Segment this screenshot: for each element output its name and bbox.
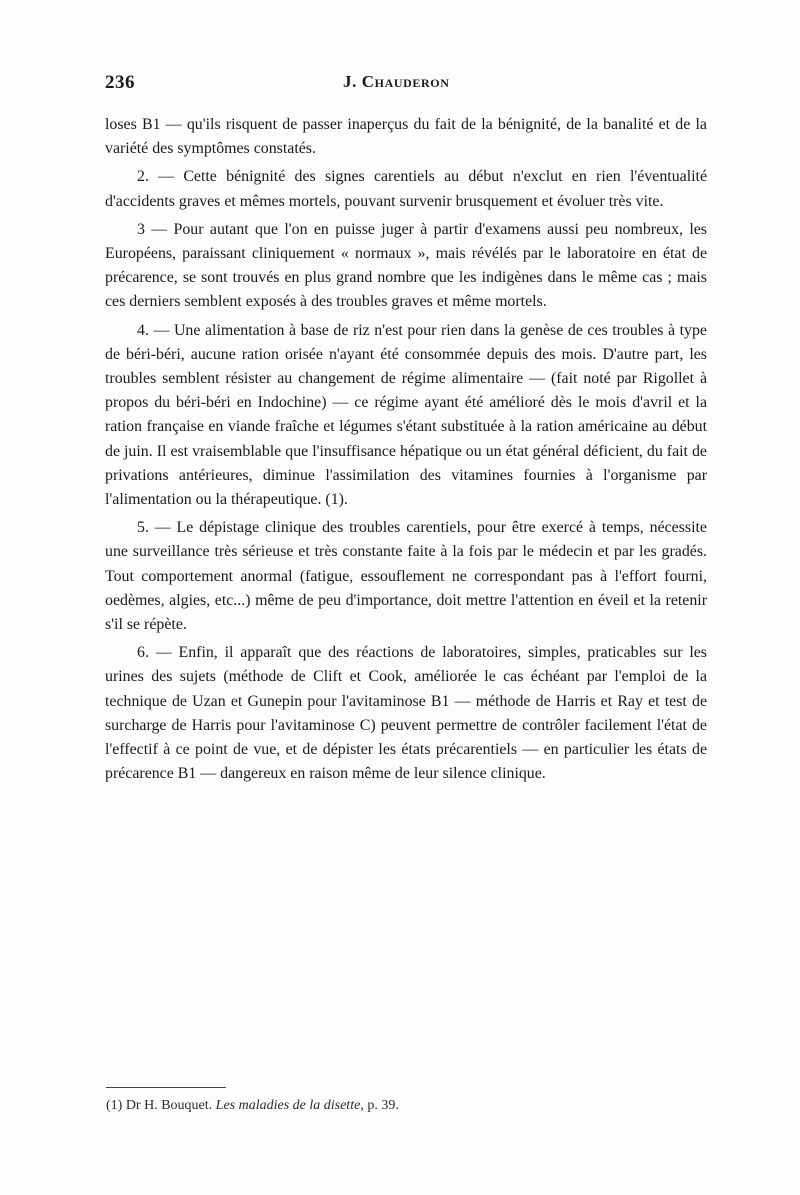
- footnote-title: Les maladies de la disette: [215, 1098, 361, 1113]
- body-text: [105, 113, 707, 790]
- footnote-divider: [106, 1087, 226, 1088]
- paragraph-point-4: 4. — Une alimentation à base de riz n'est pour rien dans la genèse de ces troubles à type de béri-béri, aucune ration orisée n'ayant été consommée depuis des mois. D'autre part, les troubles semblent résister au changement de régime alimentaire — (fait noté par Rigollet à propos du béri-béri en Indochine) — ce régime ayant été amélioré dès le mois d'avril et la ration française en viande fraîche et légumes s'étant substituée à la ration américaine au début de juin. Il est vraisemblable que l'insuffisance hépatique ou un état général déficient, du fait de privations antérieures, diminue l'assimilation des vitamines fournies à l'organisme par l'alimentation ou la thérapeutique. (1).: [105, 321, 707, 509]
- footnote-suffix: , p. 39.: [360, 1098, 399, 1113]
- paragraph-point-5: 5. — Le dépistage clinique des troubles carentiels, pour être exercé à temps, nécessite une surveillance très sérieuse et très constante faite à la fois par le médecin et par les gradés. Tout comportement anormal (fatigue, essouflement ne correspondant pas à l'effort fourni, oedèmes, algies, etc...) même de peu d'importance, doit mettre l'attention en éveil et la retenir s'il se répète.: [105, 519, 707, 634]
- paragraph-continuation: loses B1 — qu'ils risquent de passer inaperçus du fait de la bénignité, de la banalité et de la variété des symptômes constatés.: [105, 116, 707, 158]
- running-head: J. Chauderon: [343, 72, 450, 91]
- paragraph-point-3: 3 — Pour autant que l'on en puisse juger à partir d'examens aussi peu nombreux, les Européens, paraissant cliniquement « normaux », mais révélés par le laboratoire en état de précarence, se sont trouvés en plus grand nombre que les indigènes dans le même cas ; mais ces derniers semblent exposés à des troubles graves et même mortels.: [105, 220, 707, 311]
- footnote-prefix: (1) Dr H. Bouquet.: [106, 1098, 216, 1113]
- paragraph-point-6: 6. — Enfin, il apparaît que des réactions de laboratoires, simples, praticables sur les urines des sujets (méthode de Clift et Cook, améliorée le cas échéant par l'emploi de la technique de Uzan et Gunepin pour l'avitaminose B1 — méthode de Harris et Ray et test de surcharge de Harris pour l'avitaminose C) peuvent permettre de contrôler facilement l'état de l'effectif à ce point de vue, et de dépister les états précarentiels — en particulier les états de précarence B1 — dangereux en raison même de leur silence clinique.: [105, 644, 707, 783]
- page-header: [105, 72, 705, 98]
- footnote: [106, 1097, 706, 1115]
- paragraph-point-2: 2. — Cette bénignité des signes carentiels au début n'exclut en rien l'éventualité d'accidents graves et mêmes mortels, pouvant survenir brusquement et évoluer très vite.: [105, 168, 707, 210]
- page-number: 236: [105, 72, 135, 93]
